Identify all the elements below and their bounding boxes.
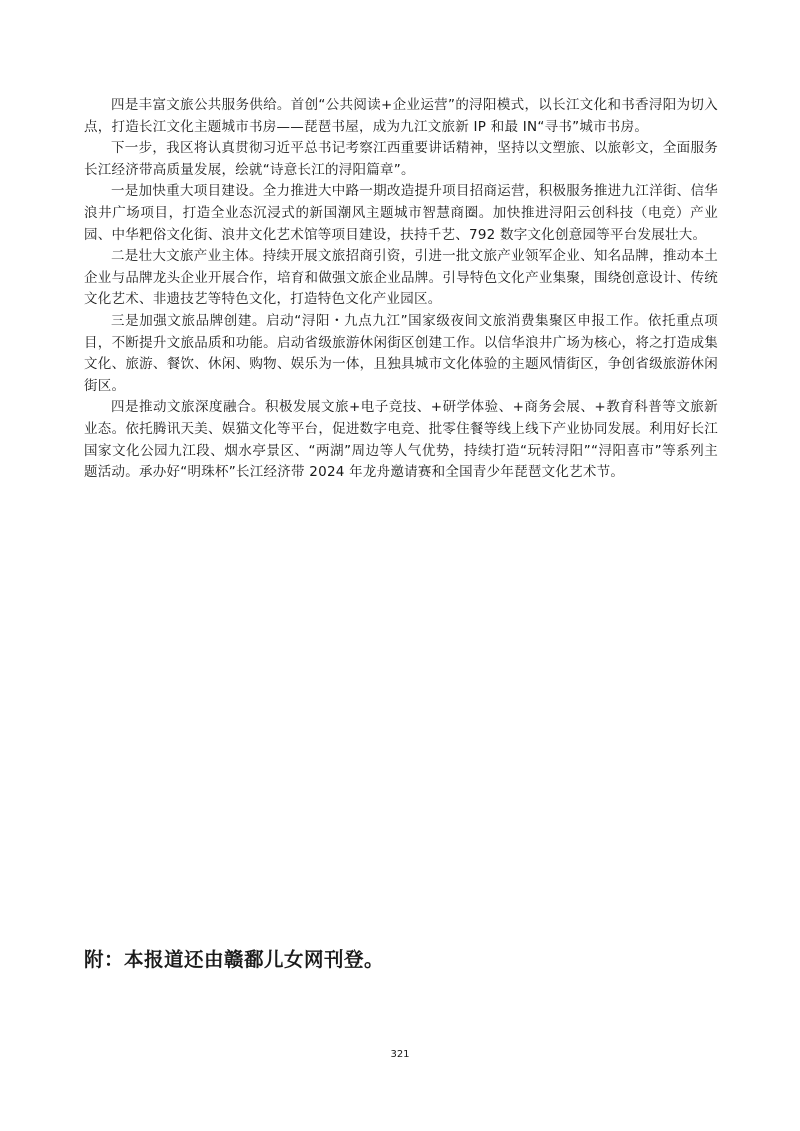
paragraph-brand-creation: 三是加强文旅品牌创建。启动“浔阳・九点九江”国家级夜间文旅消费集聚区申报工作。依托重点项目，不断提升文旅品质和功能。启动省级旅游休闲街区创建工作。以信华浪井广场为核心，将之打造成集文化、旅游、餐饮、休闲、购物、娱乐为一体，且独具城市文化体验的主题风情街区，争创省级旅游休闲街区。 bbox=[84, 312, 718, 394]
paragraph-deep-integration: 四是推动文旅深度融合。积极发展文旅+电子竞技、+研学体验、+商务会展、+教育科普等文旅新业态。依托腾讯天美、娱猫文化等平台，促进数字电竞、批零住餐等线上线下产业协同发展。利用好长江国家文化公园九江段、烟水亭景区、“两湖”周边等人气优势，持续打造“玩转浔阳”“浔阳喜市”等系列主题活动。承办好“明珠杯”长江经济带 2024 年龙舟邀请赛和全国青少年琵琶文化艺术节。 bbox=[84, 399, 718, 481]
paragraph-major-projects: 一是加快重大项目建设。全力推进大中路一期改造提升项目招商运营，积极服务推进九江洋街、信华浪井广场项目，打造全业态沉浸式的新国潮风主题城市智慧商圈。加快推进浔阳云创科技（电竞）产业园、中华粑俗文化街、浪井文化艺术馆等项目建设，扶持千艺、792 数字文化创意园等平台发展壮大。 bbox=[84, 183, 718, 243]
appendix-note: 附：本报道还由赣鄱儿女网刊登。 bbox=[84, 948, 385, 971]
paragraph-industry-entities: 二是壮大文旅产业主体。持续开展文旅招商引资，引进一批文旅产业领军企业、知名品牌，推动本土企业与品牌龙头企业开展合作，培育和做强文旅企业品牌。引导特色文化产业集聚，围绕创意设计、传统文化艺术、非遗技艺等特色文化，打造特色文化产业园区。 bbox=[84, 248, 718, 308]
page-number: 321 bbox=[390, 1049, 410, 1060]
paragraph-next-steps: 下一步，我区将认真贯彻习近平总书记考察江西重要讲话精神，坚持以文塑旅、以旅彰文，全面服务长江经济带高质量发展，绘就“诗意长江的浔阳篇章”。 bbox=[84, 140, 718, 178]
paragraph-public-service: 四是丰富文旅公共服务供给。首创“公共阅读+企业运营”的浔阳模式，以长江文化和书香浔阳为切入点，打造长江文化主题城市书房——琵琶书屋，成为九江文旅新 IP 和最 IN“寻书”城市书房。 bbox=[84, 97, 718, 135]
article-body bbox=[84, 95, 718, 484]
